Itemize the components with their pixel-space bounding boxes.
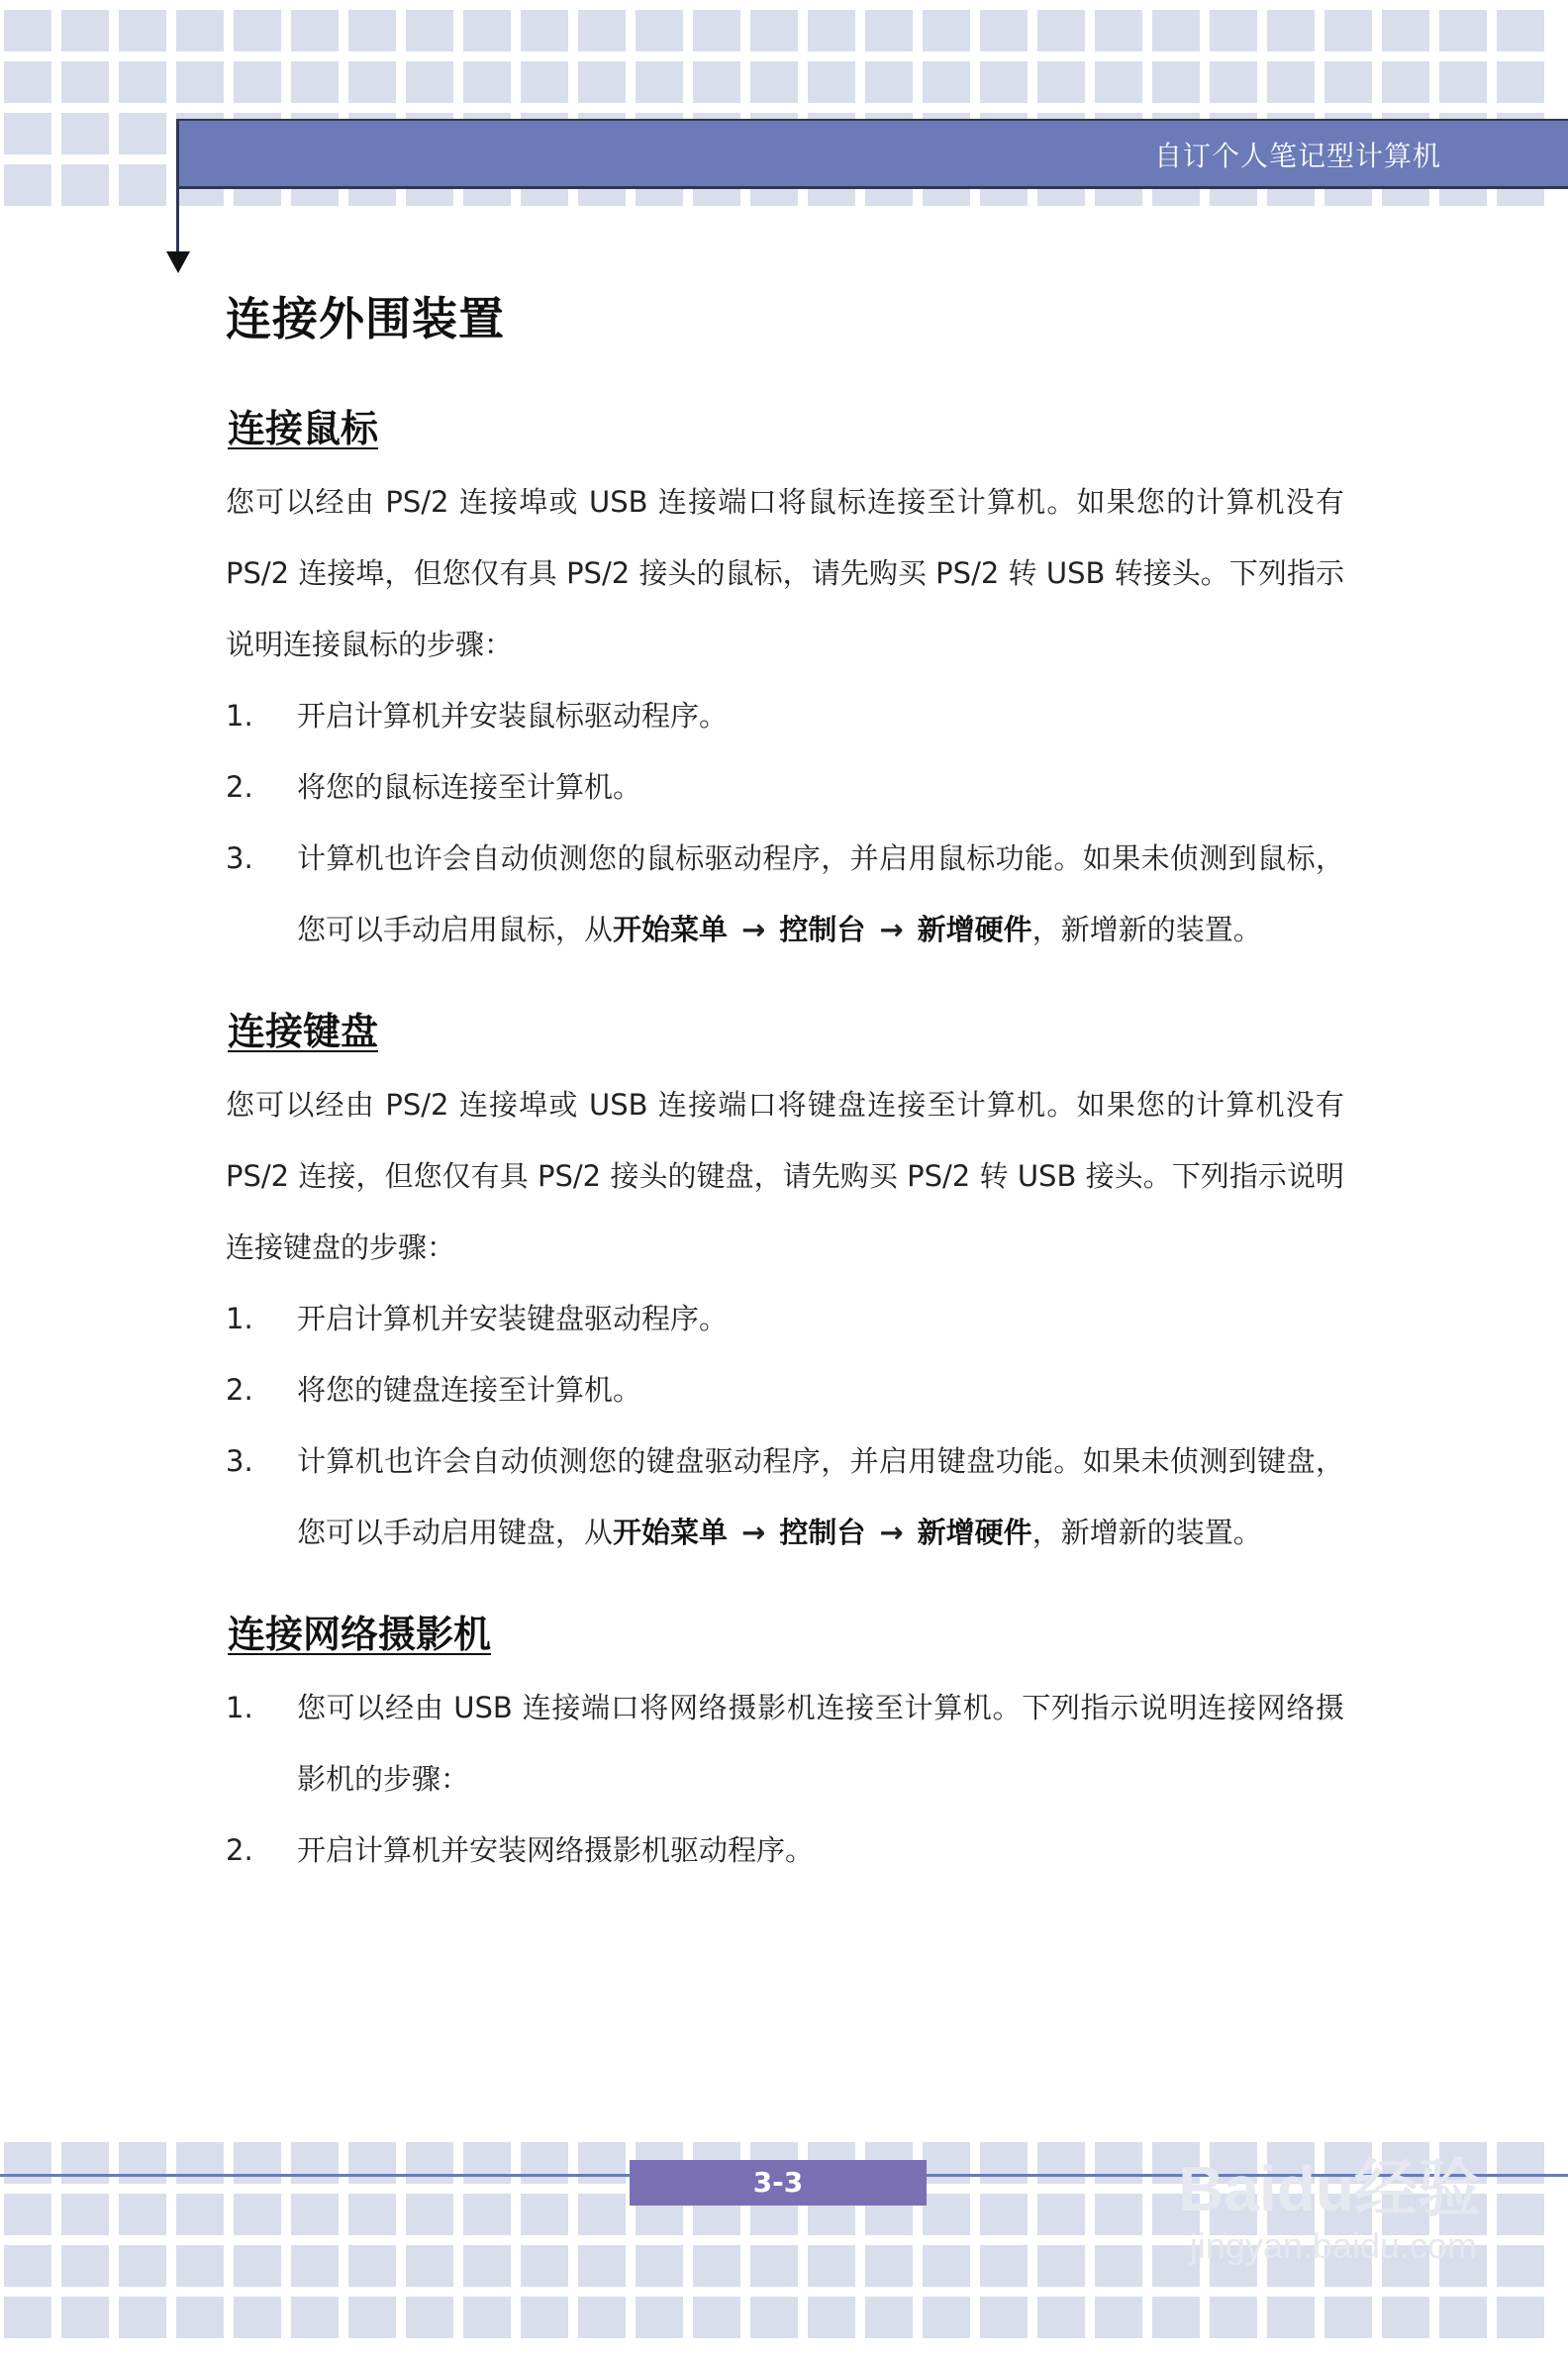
- decor-tile: [808, 2297, 855, 2338]
- decor-tile: [578, 2142, 626, 2184]
- decor-tile: [4, 61, 51, 103]
- decor-tile: [348, 2194, 396, 2235]
- menu-path-add-hardware: 新增硬件: [917, 1516, 1032, 1549]
- decor-tile: [234, 2194, 281, 2235]
- step-number: 1.: [226, 1302, 253, 1335]
- page-content: [226, 283, 1344, 1921]
- decor-tile: [521, 2245, 568, 2287]
- section-mouse: [226, 398, 1344, 965]
- decor-tile: [1095, 10, 1142, 51]
- decor-tile: [521, 2142, 568, 2184]
- decor-tile: [750, 2297, 798, 2338]
- decor-tile: [1037, 2194, 1085, 2235]
- decor-tile: [865, 2245, 913, 2287]
- decor-tile: [4, 164, 51, 206]
- decor-tile: [176, 2142, 224, 2184]
- step-number: 3.: [226, 1444, 253, 1478]
- step-number: 2.: [226, 1833, 253, 1867]
- decor-tile: [4, 10, 51, 51]
- decor-tile: [980, 61, 1028, 103]
- decor-tile: [406, 61, 453, 103]
- decor-tile: [923, 2142, 970, 2184]
- decor-tile: [348, 2142, 396, 2184]
- step-text: 将您的鼠标连接至计算机。: [297, 770, 642, 804]
- decor-tile: [4, 2194, 51, 2235]
- menu-path-add-hardware: 新增硬件: [917, 913, 1032, 946]
- decor-tile: [291, 2142, 339, 2184]
- decor-tile: [61, 113, 109, 154]
- header-vertical-line: [176, 119, 179, 257]
- decor-tile: [750, 10, 798, 51]
- step-text-a: 计算机也许会自动侦测您的键盘驱动程序，并启用键盘功能。如果未侦测到键盘，您可以手动启用键盘，从: [297, 1444, 1344, 1549]
- section-intro: 您可以经由 PS/2 连接埠或 USB 连接端口将鼠标连接至计算机。如果您的计算机没有 PS/2 连接埠，但您仅有具 PS/2 接头的鼠标，请先购买 PS/2 转 USB 转接头。下列指示说明连接鼠标的步骤：: [226, 485, 1344, 661]
- step-text: 将您的键盘连接至计算机。: [297, 1373, 642, 1407]
- decor-tile: [636, 2245, 683, 2287]
- decor-tile: [980, 2245, 1028, 2287]
- decor-tile: [865, 10, 913, 51]
- decor-tile: [1095, 2194, 1142, 2235]
- decor-tile: [234, 2245, 281, 2287]
- list-item: [226, 1815, 1344, 1886]
- arrow-right-icon: →: [879, 1516, 904, 1549]
- decor-tile: [521, 10, 568, 51]
- decor-tile: [348, 2297, 396, 2338]
- decor-tile: [980, 10, 1028, 51]
- list-item: [226, 751, 1344, 823]
- decor-tile: [1324, 10, 1372, 51]
- menu-path-start: 开始菜单: [613, 1516, 729, 1549]
- decor-tile: [291, 2245, 339, 2287]
- decor-tile: [463, 2297, 511, 2338]
- decor-tile: [865, 2297, 913, 2338]
- decor-tile: [865, 61, 913, 103]
- decor-tile: [406, 10, 453, 51]
- decor-tile: [1267, 10, 1315, 51]
- decor-tile: [176, 10, 224, 51]
- list-item: [226, 1425, 1344, 1568]
- section-heading: 连接网络摄影机: [228, 1613, 492, 1656]
- decor-tile: [693, 2245, 740, 2287]
- decor-tile: [1497, 2194, 1544, 2235]
- decor-tile: [1324, 2297, 1372, 2338]
- decor-tile: [348, 61, 396, 103]
- steps-list: [226, 1672, 1344, 1886]
- decor-tile: [808, 61, 855, 103]
- decor-tile: [1267, 61, 1315, 103]
- list-item: [226, 1672, 1344, 1815]
- decor-tile: [1152, 2297, 1200, 2338]
- decor-tile: [923, 2194, 970, 2235]
- decor-tile: [406, 2194, 453, 2235]
- decor-tile: [119, 2245, 166, 2287]
- decor-tile: [923, 2297, 970, 2338]
- decor-tile: [1439, 61, 1487, 103]
- step-text: [297, 823, 1344, 965]
- decor-tile: [578, 2245, 626, 2287]
- decor-tile: [119, 113, 166, 154]
- decor-tile: [61, 2142, 109, 2184]
- decor-tile: [693, 61, 740, 103]
- decor-tile: [578, 10, 626, 51]
- decor-tile: [1037, 2245, 1085, 2287]
- decor-tile: [1095, 2297, 1142, 2338]
- decor-tile: [980, 2194, 1028, 2235]
- step-text-b: ，新增新的装置。: [1031, 913, 1262, 946]
- decor-tile: [406, 2245, 453, 2287]
- decor-tile: [4, 2297, 51, 2338]
- decor-tile: [234, 61, 281, 103]
- step-number: 1.: [226, 699, 253, 733]
- decor-tile: [578, 61, 626, 103]
- decor-tile: [1037, 61, 1085, 103]
- decor-tile: [923, 10, 970, 51]
- decor-tile: [1439, 2297, 1487, 2338]
- section-keyboard: [226, 1001, 1344, 1568]
- menu-path-start: 开始菜单: [613, 913, 729, 946]
- step-number: 3.: [226, 841, 253, 875]
- decor-tile: [808, 10, 855, 51]
- decor-tile: [1210, 2297, 1257, 2338]
- steps-list: [226, 680, 1344, 965]
- page-number: 3-3: [630, 2160, 927, 2206]
- decor-tile: [750, 2245, 798, 2287]
- decor-tile: [750, 61, 798, 103]
- decor-tile: [1439, 10, 1487, 51]
- decor-tile: [348, 2245, 396, 2287]
- decor-tile: [61, 2245, 109, 2287]
- decor-tile: [521, 61, 568, 103]
- step-text: 开启计算机并安装键盘驱动程序。: [297, 1302, 729, 1335]
- section-heading: 连接键盘: [228, 1010, 379, 1053]
- decor-tile: [119, 2142, 166, 2184]
- decor-tile: [1152, 10, 1200, 51]
- decor-tile: [923, 2245, 970, 2287]
- decor-tile: [119, 10, 166, 51]
- step-text: [297, 1425, 1344, 1568]
- decor-tile: [176, 2297, 224, 2338]
- decor-tile: [176, 2245, 224, 2287]
- decor-tile: [1210, 10, 1257, 51]
- decor-tile: [406, 2142, 453, 2184]
- step-text: 您可以经由 USB 连接端口将网络摄影机连接至计算机。下列指示说明连接网络摄影机的步骤：: [297, 1691, 1344, 1796]
- list-item: [226, 680, 1344, 751]
- decor-tile: [61, 2194, 109, 2235]
- decor-tile: [61, 10, 109, 51]
- decor-tile: [1210, 61, 1257, 103]
- decor-tile: [1037, 2297, 1085, 2338]
- step-text-a: 计算机也许会自动侦测您的鼠标驱动程序，并启用鼠标功能。如果未侦测到鼠标，您可以手动启用鼠标，从: [297, 841, 1344, 946]
- header-title: 自订个人笔记型计算机: [1153, 140, 1441, 172]
- section-intro: 您可以经由 PS/2 连接埠或 USB 连接端口将键盘连接至计算机。如果您的计算机没有 PS/2 连接，但您仅有具 PS/2 接头的键盘，请先购买 PS/2 转 USB 接头。下列指示说明连接键盘的步骤：: [226, 1088, 1344, 1264]
- decor-tile: [1382, 2297, 1429, 2338]
- decor-tile: [463, 2194, 511, 2235]
- decor-tile: [61, 164, 109, 206]
- decor-tile: [4, 113, 51, 154]
- header-bar: [176, 119, 1568, 189]
- step-text: 开启计算机并安装网络摄影机驱动程序。: [297, 1833, 815, 1867]
- list-item: [226, 1354, 1344, 1425]
- step-text: 开启计算机并安装鼠标驱动程序。: [297, 699, 729, 733]
- decor-tile: [1497, 2142, 1544, 2184]
- decor-tile: [463, 10, 511, 51]
- decor-tile: [980, 2142, 1028, 2184]
- decor-tile: [291, 2297, 339, 2338]
- decor-tile: [1382, 10, 1429, 51]
- step-number: 2.: [226, 770, 253, 804]
- decor-tile: [1037, 10, 1085, 51]
- decor-tile: [176, 61, 224, 103]
- arrow-right-icon: →: [741, 913, 766, 946]
- decor-tile: [119, 2297, 166, 2338]
- decor-tile: [61, 61, 109, 103]
- decor-tile: [636, 2297, 683, 2338]
- step-number: 2.: [226, 1373, 253, 1407]
- decor-tile: [521, 2194, 568, 2235]
- decor-tile: [1095, 61, 1142, 103]
- decor-tile: [4, 2142, 51, 2184]
- menu-path-control-panel: 控制台: [779, 1516, 866, 1549]
- watermark-url: jingyan.baidu.com: [1189, 2225, 1477, 2266]
- decor-tile: [1095, 2245, 1142, 2287]
- decor-tile: [808, 2245, 855, 2287]
- step-text-b: ，新增新的装置。: [1031, 1516, 1262, 1549]
- steps-list: [226, 1283, 1344, 1568]
- decor-tile: [693, 2297, 740, 2338]
- watermark-logo: Baidu经验: [1178, 2153, 1481, 2224]
- decor-tile: [578, 2297, 626, 2338]
- decor-tile: [119, 164, 166, 206]
- decor-tile: [1497, 2297, 1544, 2338]
- menu-path-control-panel: 控制台: [779, 913, 866, 946]
- section-webcam: [226, 1604, 1344, 1886]
- decor-tile: [636, 10, 683, 51]
- arrow-right-icon: →: [741, 1516, 766, 1549]
- decor-tile: [234, 2142, 281, 2184]
- decor-tile: [463, 61, 511, 103]
- decor-tile: [61, 2297, 109, 2338]
- decor-tile: [291, 10, 339, 51]
- decor-tile: [1497, 10, 1544, 51]
- decor-tile: [291, 2194, 339, 2235]
- decor-tile: [176, 2194, 224, 2235]
- decor-tile: [4, 2245, 51, 2287]
- list-item: [226, 1283, 1344, 1354]
- decor-tile: [1497, 2245, 1544, 2287]
- decor-tile: [348, 10, 396, 51]
- decor-tile: [1324, 61, 1372, 103]
- decor-tile: [636, 61, 683, 103]
- decor-tile: [1267, 2297, 1315, 2338]
- section-heading: 连接鼠标: [228, 407, 379, 450]
- decor-tile: [1497, 61, 1544, 103]
- decor-tile: [923, 61, 970, 103]
- arrow-right-icon: →: [879, 913, 904, 946]
- decor-tile: [119, 61, 166, 103]
- step-number: 1.: [226, 1691, 253, 1724]
- decor-tile: [521, 2297, 568, 2338]
- decor-tile: [1095, 2142, 1142, 2184]
- page-title: 连接外围装置: [226, 292, 505, 345]
- decor-tile: [1037, 2142, 1085, 2184]
- decor-tile: [291, 61, 339, 103]
- decor-tile: [1152, 61, 1200, 103]
- list-item: [226, 823, 1344, 965]
- decor-tile: [980, 2297, 1028, 2338]
- decor-tile: [234, 10, 281, 51]
- decor-tile: [406, 2297, 453, 2338]
- decor-tile: [578, 2194, 626, 2235]
- decor-tile: [1382, 61, 1429, 103]
- arrow-down-icon: [166, 251, 190, 273]
- decor-tile: [693, 10, 740, 51]
- decor-tile: [119, 2194, 166, 2235]
- decor-tile: [463, 2245, 511, 2287]
- decor-tile: [234, 2297, 281, 2338]
- decor-tile: [463, 2142, 511, 2184]
